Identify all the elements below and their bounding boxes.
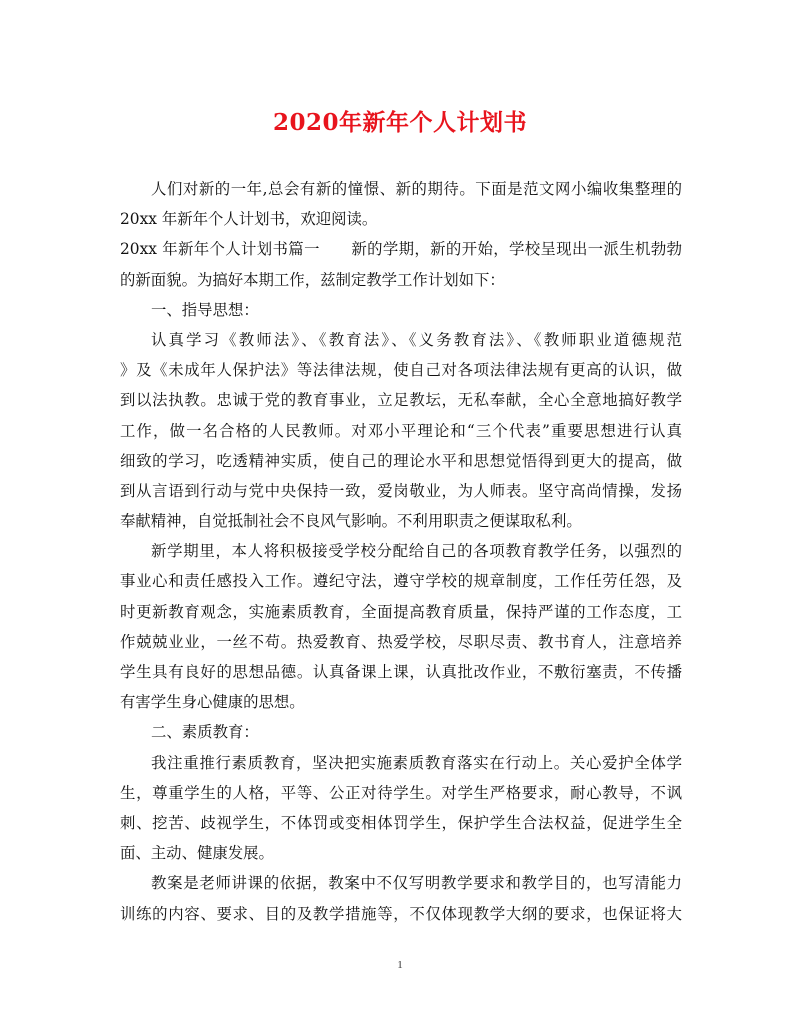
section-heading-guiding-ideology: 一、指导思想： <box>151 300 259 319</box>
body-line-25: 训练的内容、要求、目的及教学措施等，不仅体现教学大纲的要求，也保证将大 <box>120 904 682 923</box>
body-line-15: 时更新教育观念，实施素质教育，全面提高教育质量，保持严谨的工作态度，工 <box>120 602 682 621</box>
section-heading-quality-education: 二、素质教育： <box>151 723 259 742</box>
body-line-22: 刺、挖苦、歧视学生，不体罚或变相体罚学生，保护学生合法权益，促进学生全 <box>120 813 682 832</box>
body-line-18: 有害学生身心健康的思想。 <box>120 693 305 712</box>
body-line-1: 人们对新的一年,总会有新的憧憬、新的期待。下面是范文网小编收集整理的 <box>151 180 682 198</box>
document-body <box>120 174 682 929</box>
body-line-2: 20xx 年新年个人计划书，欢迎阅读。 <box>120 210 378 229</box>
body-line-10: 细致的学习，吃透精神实质，使自己的理论水平和思想觉悟得到更大的提高，做 <box>120 451 682 470</box>
body-line-3: 20xx 年新年个人计划书篇一 新的学期，新的开始，学校呈现出一派生机勃勃 <box>120 240 682 259</box>
body-line-20: 我注重推行素质教育，坚决把实施素质教育落实在行动上。关心爱护全体学 <box>151 753 682 772</box>
body-line-7: 》及《未成年人保护法》等法律法规，使自己对各项法律法规有更高的认识，做 <box>120 361 682 380</box>
page-number: 1 <box>397 959 403 971</box>
body-line-12: 奉献精神，自觉抵制社会不良风气影响。不利用职责之便谋取私利。 <box>120 512 582 531</box>
body-line-14: 事业心和责任感投入工作。遵纪守法，遵守学校的规章制度，工作任劳任怨，及 <box>120 572 682 591</box>
body-line-9: 工作，做一名合格的人民教师。对邓小平理论和“三个代表”重要思想进行认真 <box>120 421 682 440</box>
body-line-8: 到以法执教。忠诚于党的教育事业，立足教坛，无私奉献，全心全意地搞好教学 <box>120 391 682 410</box>
body-line-11: 到从言语到行动与党中央保持一致，爱岗敬业，为人师表。坚守高尚情操，发扬 <box>120 481 682 500</box>
body-line-23: 面、主动、健康发展。 <box>120 844 274 863</box>
body-line-6: 认真学习《教师法》、《教育法》、《义务教育法》、《教师职业道德规范 <box>151 330 682 349</box>
document-title: 2020年新年个人计划书 <box>272 109 527 136</box>
body-line-21: 生，尊重学生的人格，平等、公正对待学生。对学生严格要求，耐心教导，不讽 <box>120 783 682 802</box>
body-line-13: 新学期里，本人将积极接受学校分配给自己的各项教育教学任务，以强烈的 <box>151 542 682 561</box>
body-line-24: 教案是老师讲课的依据，教案中不仅写明教学要求和教学目的，也写清能力 <box>151 874 682 893</box>
body-line-16: 作兢兢业业，一丝不苟。热爱教育、热爱学校，尽职尽责、教书育人，注意培养 <box>120 632 682 651</box>
body-line-17: 学生具有良好的思想品德。认真备课上课，认真批改作业，不敷衍塞责，不传播 <box>120 663 682 681</box>
body-line-4: 的新面貌。为搞好本期工作，兹制定教学工作计划如下： <box>120 270 505 289</box>
